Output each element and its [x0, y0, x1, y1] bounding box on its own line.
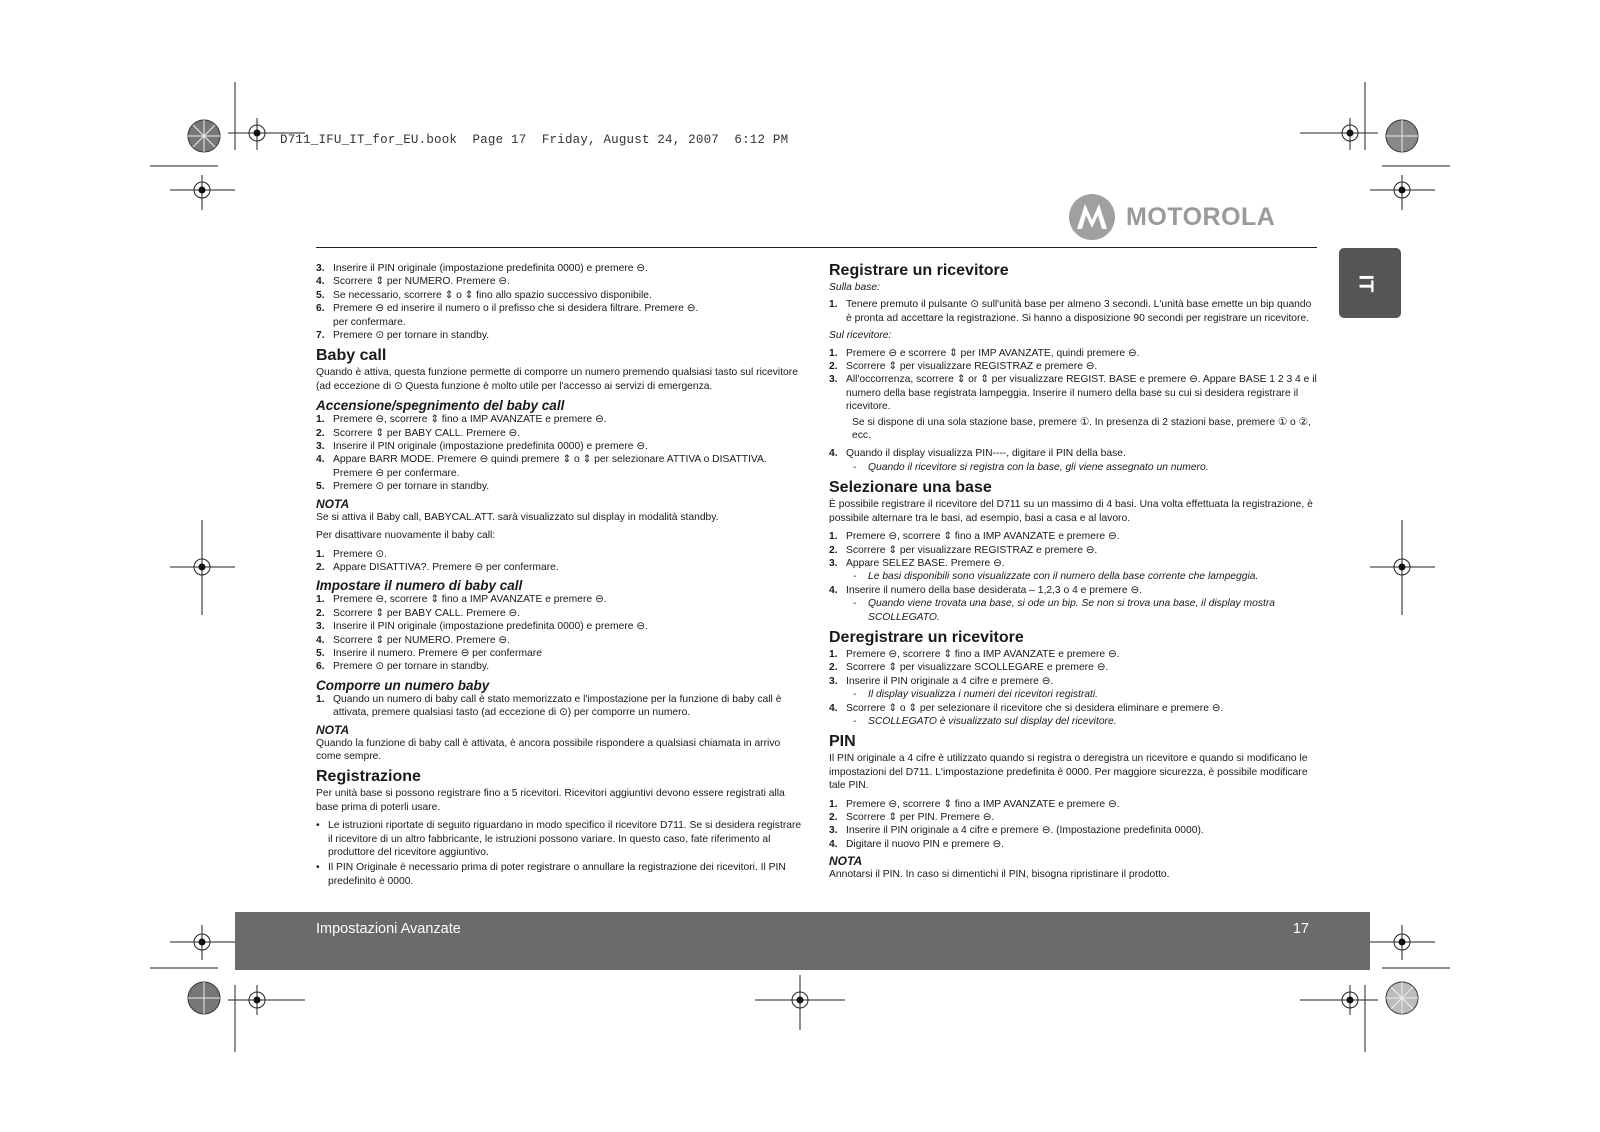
- subsection-title-on-off: Accensione/spegnimento del baby call: [316, 398, 565, 414]
- subsection-title-dial-number: Comporre un numero baby: [316, 677, 490, 693]
- list-item: 1. Premere ⊖, scorrere ⇕ fino a IMP AVANZATE e premere ⊖.: [829, 648, 1120, 660]
- list-item: 3. All'occorrenza, scorrere ⇕ or ⇕ per visualizzare REGIST. BASE e premere ⊖. Appare BASE 1 2 3 4 e il numero della base registrata lampeggia. Inserire il numero della base su cui si desidera registrare il ricevitore. Se si dispone di una sola stazione base, premere ①. In presenza di 2 stazioni base, premere ① o ②, ecc.: [829, 374, 1317, 442]
- baby-call-intro: Quando è attiva, questa funzione permette di comporre un numero premendo qualsiasi tasto sul ricevitore (ad eccezione di ⊙ Questa funzione è molto utile per l'accesso ai servizi di emergenza.: [316, 367, 798, 392]
- list-item: 7. Premere ⊙ per tornare in standby.: [316, 330, 490, 342]
- section-title-register: Registrare un ricevitore: [829, 262, 1009, 279]
- base-steps: [829, 298, 1317, 325]
- deregister-steps: [829, 648, 1317, 728]
- pin-steps: [829, 798, 1317, 852]
- list-item: 3. Inserire il PIN originale (impostazione predefinita 0000) e premere ⊖.: [316, 263, 648, 274]
- intro-steps: [316, 262, 806, 342]
- list-item: 2. Scorrere ⇕ per BABY CALL. Premere ⊖.: [316, 607, 521, 619]
- on-off-steps: [316, 413, 806, 493]
- section-title-select-base: Selezionare una base: [829, 479, 992, 497]
- note-text: Quando la funzione di baby call è attivata, è ancora possibile rispondere a qualsiasi chiamata in arrivo come sempre.: [316, 737, 781, 762]
- list-item: 2. Scorrere ⇕ per visualizzare REGISTRAZ e premere ⊖.: [829, 544, 1098, 556]
- list-item: 1. Tenere premuto il pulsante ⊙ sull'unità base per almeno 3 secondi. L'unità base emette un bip quando è pronta ad accettare la registrazione. Si hanno a disposizione 90 secondi per registrare un ricevitore.: [829, 299, 1312, 324]
- list-item: 2. Scorrere ⇕ per visualizzare SCOLLEGARE e premere ⊖.: [829, 662, 1109, 674]
- list-item: 1. Premere ⊖, scorrere ⇕ fino a IMP AVANZATE e premere ⊖.: [316, 414, 607, 426]
- top-rule: [316, 247, 1317, 248]
- brand-name: MOTOROLA: [1126, 202, 1276, 231]
- list-item: 4. Inserire il numero della base desiderata – 1,2,3 o 4 e premere ⊖. - Quando viene trovata una base, si ode un bip. Se non si trova una base, il display mostra SCOLLEGATO.: [829, 584, 1317, 624]
- list-item: 4. Scorrere ⇕ per NUMERO. Premere ⊖.: [316, 276, 510, 288]
- on-handset-label: Sul ricevitore:: [829, 330, 892, 342]
- list-item: 1. Premere ⊖, scorrere ⇕ fino a IMP AVANZATE e premere ⊖.: [316, 594, 607, 606]
- section-title-pin: PIN: [829, 733, 856, 751]
- handset-steps: [829, 347, 1317, 475]
- list-item: 4. Appare BARR MODE. Premere ⊖ quindi premere ⇕ o ⇕ per selezionare ATTIVA o DISATTIVA. Premere ⊖ per confermare.: [316, 454, 767, 479]
- note-title: NOTA: [829, 854, 863, 869]
- book-header: D711_IFU_IT_for_EU.book Page 17 Friday, August 24, 2007 6:12 PM: [280, 133, 789, 147]
- section-title-registration: Registrazione: [316, 768, 421, 786]
- list-item: 4. Scorrere ⇕ per NUMERO. Premere ⊖.: [316, 634, 510, 646]
- section-title-baby-call: Baby call: [316, 347, 387, 365]
- list-item: 5. Premere ⊙ per tornare in standby.: [316, 481, 490, 493]
- list-item: • Il PIN Originale è necessario prima di poter registrare o annullare la registrazione dei ricevitori. Il PIN predefinito è 0000.: [316, 861, 806, 888]
- note-text: Se si attiva il Baby call, BABYCAL.ATT. sarà visualizzato sul display in modalità standby.: [316, 511, 719, 523]
- list-item: • Le istruzioni riportate di seguito riguardano in modo specifico il ricevitore D711. Se si desidera registrare il ricevitore di un altro fabbricante, le istruzioni possono variare. In questo caso, fate riferimento al produttore del ricevitore aggiuntivo.: [316, 819, 806, 859]
- page-footer: [235, 912, 1370, 970]
- list-item: 5. Se necessario, scorrere ⇕ o ⇕ fino allo spazio successivo disponibile.: [316, 289, 652, 301]
- list-item: 3. Inserire il PIN originale a 4 cifre e premere ⊖. - Il display visualizza i numeri dei ricevitori registrati.: [829, 675, 1317, 702]
- list-item: 1. Premere ⊙.: [316, 548, 387, 560]
- right-column: [829, 262, 1317, 887]
- disable-steps: [316, 548, 806, 575]
- list-item: 2. Scorrere ⇕ per PIN. Premere ⊖.: [829, 812, 995, 823]
- note-title: NOTA: [316, 722, 350, 737]
- footer-section-title: Impostazioni Avanzate: [316, 921, 461, 937]
- list-item: 5. Inserire il numero. Premere ⊖ per confermare: [316, 647, 542, 659]
- list-item: 6. Premere ⊙ per tornare in standby.: [316, 661, 490, 673]
- select-base-steps: [829, 530, 1317, 624]
- registration-intro: Per unità base si possono registrare fino a 5 ricevitori. Ricevitori aggiuntivi devono essere registrati alla base prima di poterli usare.: [316, 788, 785, 813]
- list-item: 1. Quando un numero di baby call è stato memorizzato e l'impostazione per la funzione di baby call è attivata, premere qualsiasi tasto (ad eccezione di ⊙) per comporre un numero.: [316, 693, 782, 719]
- note-text: Annotarsi il PIN. In caso si dimentichi il PIN, bisogna ripristinare il prodotto.: [829, 869, 1170, 881]
- language-tab-label: IT: [1354, 274, 1377, 293]
- on-base-label: Sulla base:: [829, 282, 880, 293]
- set-number-steps: [316, 593, 806, 673]
- list-item: 4. Digitare il nuovo PIN e premere ⊖.: [829, 838, 1004, 850]
- list-item: 6. Premere ⊖ ed inserire il numero o il prefisso che si desidera filtrare. Premere ⊖. per confermare.: [316, 303, 699, 328]
- list-item: 3. Inserire il PIN originale (impostazione predefinita 0000) e premere ⊖.: [316, 441, 648, 453]
- list-item: 2. Appare DISATTIVA?. Premere ⊖ per confermare.: [316, 561, 559, 573]
- list-item: 3. Inserire il PIN originale a 4 cifre e premere ⊖. (Impostazione predefinita 0000).: [829, 825, 1204, 837]
- section-title-deregister: Deregistrare un ricevitore: [829, 628, 1024, 646]
- disable-intro: Per disattivare nuovamente il baby call:: [316, 530, 496, 542]
- list-item: 1. Premere ⊖, scorrere ⇕ fino a IMP AVANZATE e premere ⊖.: [829, 798, 1120, 810]
- list-item: 1. Premere ⊖, scorrere ⇕ fino a IMP AVANZATE e premere ⊖.: [829, 531, 1120, 543]
- list-item: 3. Inserire il PIN originale (impostazione predefinita 0000) e premere ⊖.: [316, 621, 648, 633]
- brand-logo: [1068, 193, 1275, 241]
- list-item: 1. Premere ⊖ e scorrere ⇕ per IMP AVANZATE, quindi premere ⊖.: [829, 347, 1140, 359]
- list-item: 4. Scorrere ⇕ o ⇕ per selezionare il ricevitore che si desidera eliminare e premere ⊖. - SCOLLEGATO è visualizzato sul display del ricevitore.: [829, 702, 1317, 729]
- list-item: 4. Quando il display visualizza PIN----, digitare il PIN della base. - Quando il ricevitore si registra con la base, gli viene assegnato un numero.: [829, 447, 1317, 474]
- list-item: 2. Scorrere ⇕ per BABY CALL. Premere ⊖.: [316, 427, 521, 439]
- left-column: [316, 262, 806, 892]
- motorola-batwing-icon: [1068, 193, 1116, 241]
- dial-number-steps: [316, 693, 806, 720]
- language-tab: [1339, 248, 1401, 318]
- list-item: 2. Scorrere ⇕ per visualizzare REGISTRAZ e premere ⊖.: [829, 361, 1098, 373]
- select-base-intro: È possibile registrare il ricevitore del D711 su un massimo di 4 basi. Una volta effettuata la registrazione, è possibile alternare tra le basi, ad esempio, basi a casa e al lavoro.: [829, 499, 1313, 524]
- note-title: NOTA: [316, 496, 350, 511]
- registration-bullets: [316, 819, 806, 888]
- pin-intro: Il PIN originale a 4 cifre è utilizzato quando si registra o deregistra un ricevitore e quando si modificano le impostazioni del D711. L'impostazione predefinita è 0000. Per maggiore sicurezza, è possibile modificare tale PIN.: [829, 753, 1308, 792]
- list-item: 3. Appare SELEZ BASE. Premere ⊖. - Le basi disponibili sono visualizzate con il numero della base corrente che lampeggia.: [829, 557, 1317, 584]
- page-number: 17: [1292, 921, 1309, 937]
- subsection-title-set-number: Impostare il numero di baby call: [316, 578, 523, 594]
